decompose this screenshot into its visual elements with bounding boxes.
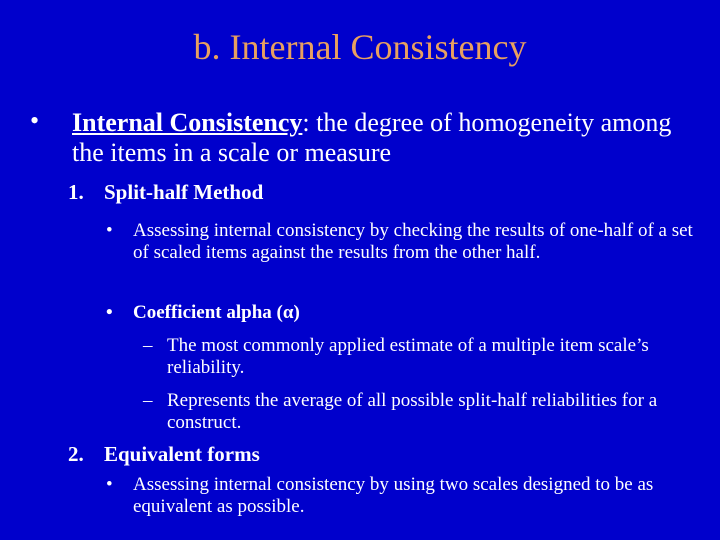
method-bullet-text: Assessing internal consistency by checking the results of one-half of a set of scaled items against the results from the other half. (133, 220, 693, 263)
dash-icon: – (143, 390, 153, 411)
method-bullet-text: Coefficient alpha (α) (133, 302, 300, 323)
slide-title: b. Internal Consistency (193, 27, 527, 67)
bullet-icon: • (30, 106, 40, 135)
alpha-dash-text: Represents the average of all possible split-half reliabilities for a construct. (167, 390, 658, 433)
method-number: 2. (68, 442, 84, 466)
bullet-icon: • (106, 302, 113, 323)
method-label: Split-half Method (104, 180, 264, 204)
method-label: Equivalent forms (104, 442, 260, 466)
intro-definition (72, 108, 692, 168)
intro-term: Internal Consistency (72, 108, 303, 137)
bullet-icon: • (106, 474, 113, 495)
intro-definition-text: : the degree of homogeneity among the items in a scale or measure (72, 108, 672, 167)
bullet-icon: • (106, 220, 113, 241)
method-bullet-text: Assessing internal consistency by using two scales designed to be as equivalent as possible. (133, 474, 654, 517)
alpha-dash-text: The most commonly applied estimate of a multiple item scale’s reliability. (167, 335, 649, 378)
method-number: 1. (68, 180, 84, 204)
dash-icon: – (143, 335, 153, 356)
